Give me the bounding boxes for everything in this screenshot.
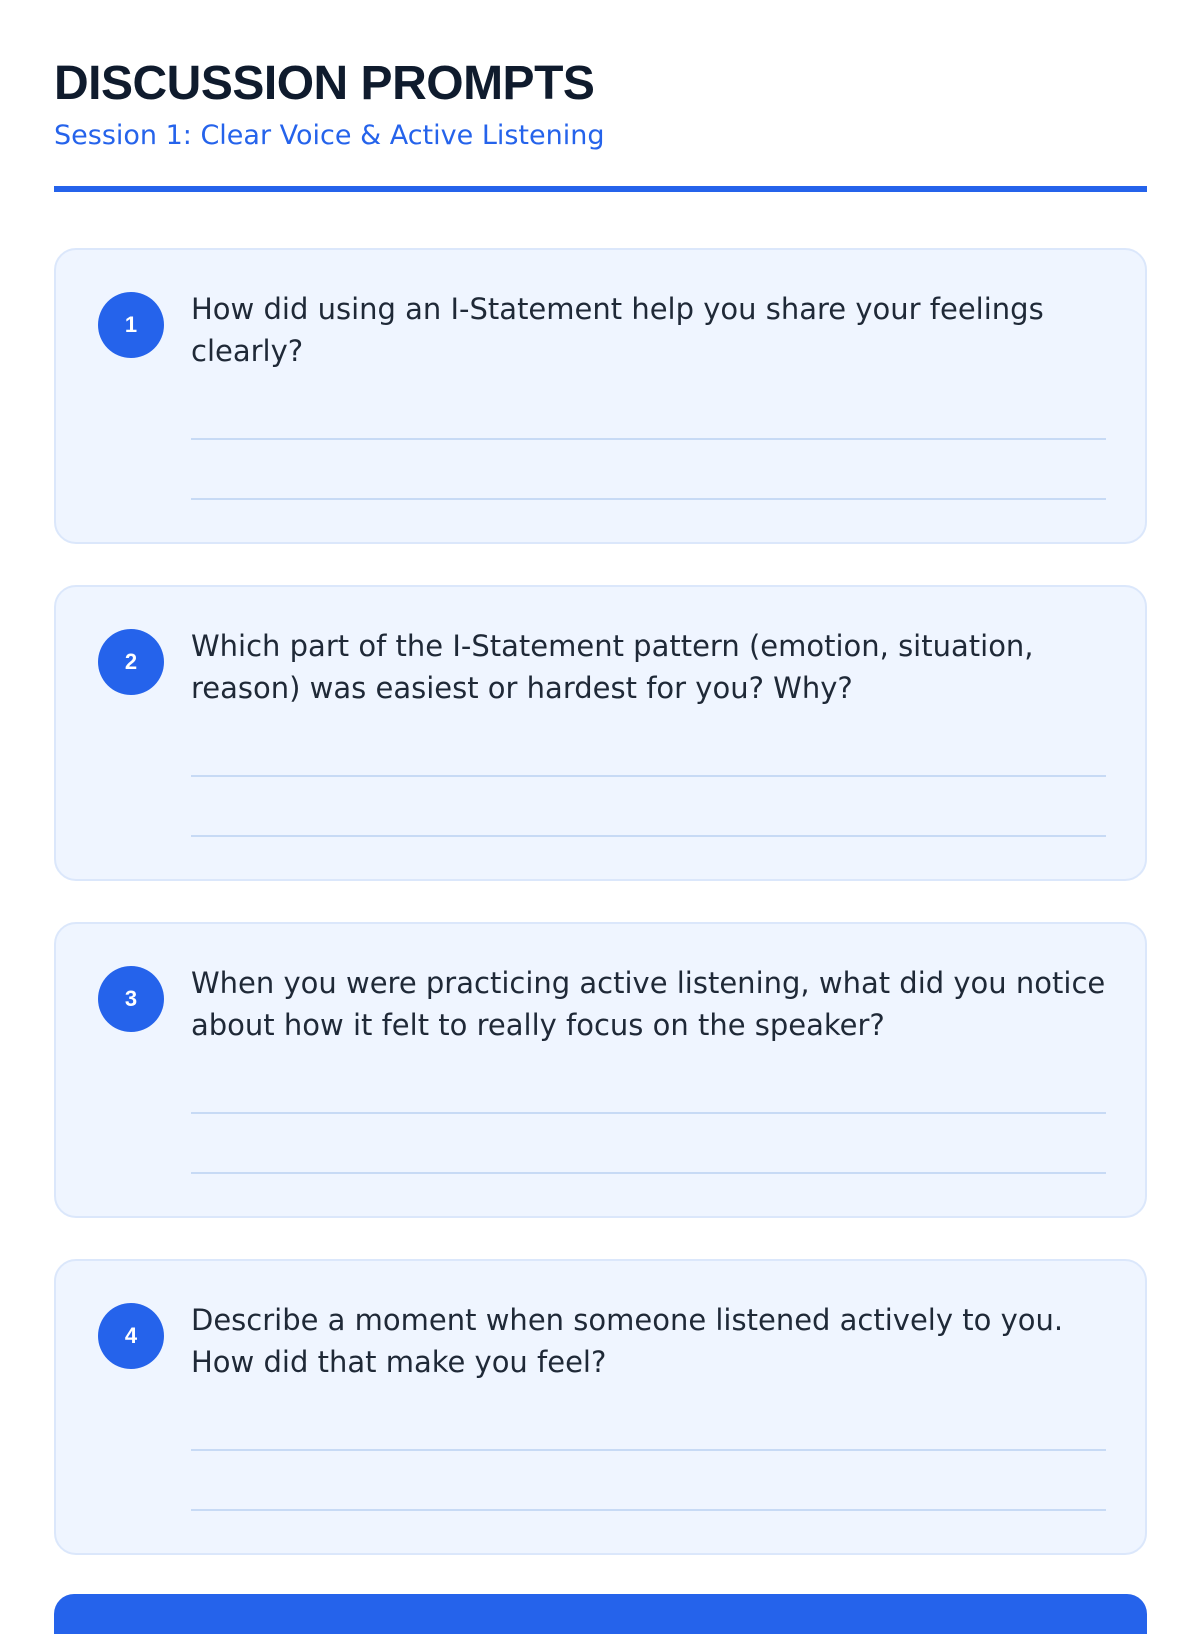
answer-line — [191, 1449, 1106, 1451]
prompt-card — [54, 248, 1147, 544]
prompt-card — [54, 1259, 1147, 1555]
header-divider — [54, 186, 1147, 192]
answer-line — [191, 1509, 1106, 1511]
prompt-question: Describe a moment when someone listened actively to you. How did that make you feel? — [191, 1303, 1064, 1379]
prompt-number-badge: 1 — [98, 292, 164, 358]
prompt-question: Which part of the I-Statement pattern (emotion, situation, reason) was easiest or hardest for you? Why? — [191, 629, 1034, 705]
next-section-edge — [54, 1594, 1147, 1634]
answer-line — [191, 438, 1106, 440]
answer-line — [191, 1112, 1106, 1114]
answer-line — [191, 775, 1106, 777]
prompt-number-badge: 3 — [98, 966, 164, 1032]
prompt-question: When you were practicing active listening, what did you notice about how it felt to really focus on the speaker? — [191, 966, 1106, 1042]
answer-line — [191, 1172, 1106, 1174]
prompt-card — [54, 922, 1147, 1218]
page-title: DISCUSSION PROMPTS — [54, 57, 595, 110]
prompt-number-badge: 2 — [98, 629, 164, 695]
prompt-card — [54, 585, 1147, 881]
prompt-number-badge: 4 — [98, 1303, 164, 1369]
prompt-question: How did using an I-Statement help you share your feelings clearly? — [191, 292, 1044, 368]
answer-line — [191, 498, 1106, 500]
answer-line — [191, 835, 1106, 837]
page-subtitle: Session 1: Clear Voice & Active Listening — [54, 120, 605, 151]
